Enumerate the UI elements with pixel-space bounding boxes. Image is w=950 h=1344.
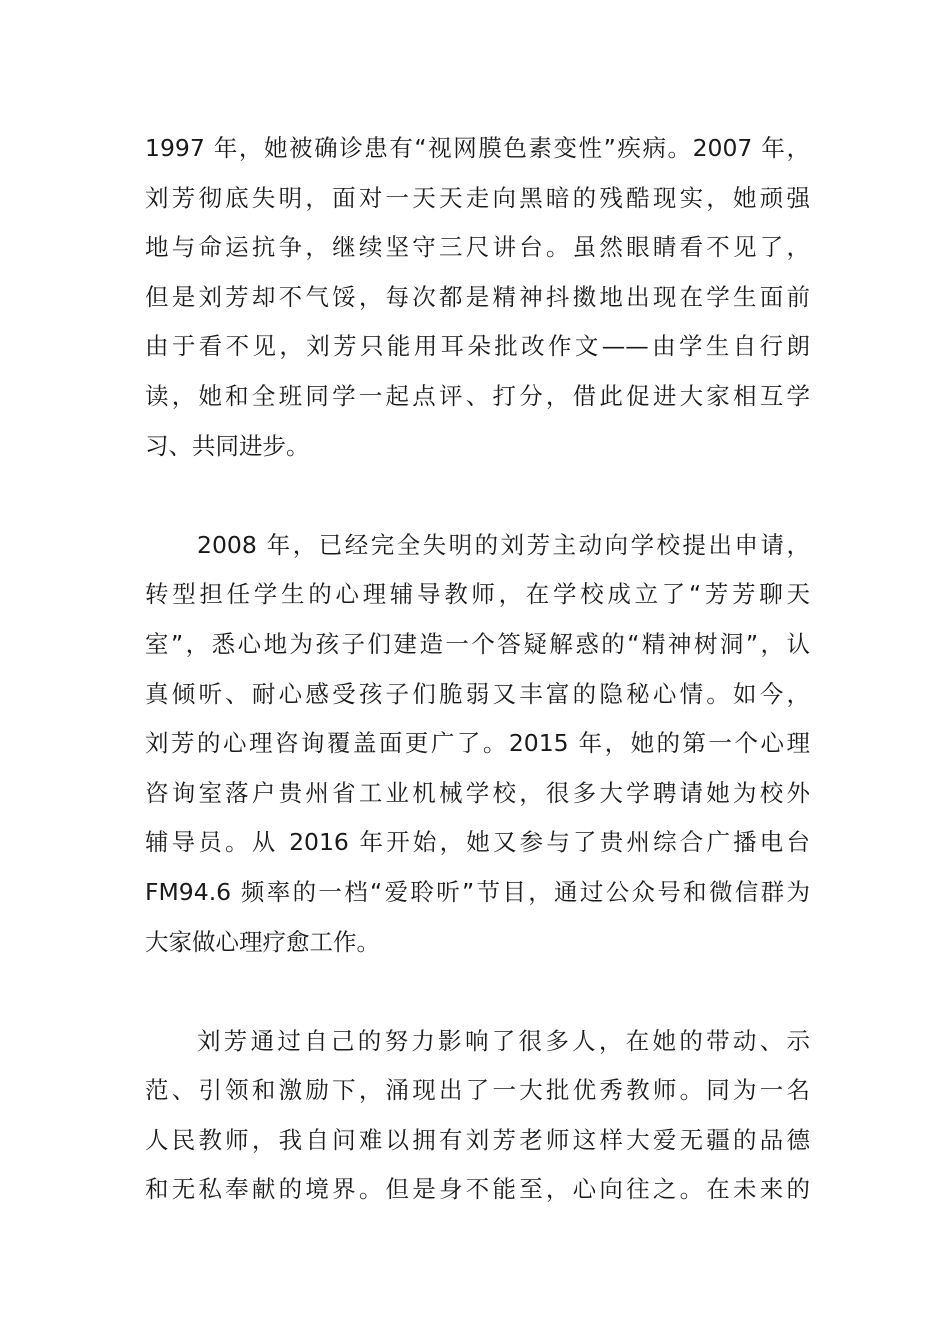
paragraph-gap [145, 471, 810, 521]
text-line: 真倾听、耐心感受孩子们脆弱又丰富的隐秘心情。如今， [145, 679, 810, 708]
paragraph-3 [145, 1017, 810, 1215]
text-line: 由于看不见，刘芳只能用耳朵批改作文——由学生自行朗 [145, 332, 810, 361]
paragraph-1 [145, 124, 810, 471]
text-line: 咨询室落户贵州省工业机械学校，很多大学聘请她为校外 [145, 778, 810, 807]
text-line: 转型担任学生的心理辅导教师，在学校成立了“芳芳聊天 [145, 580, 810, 609]
text-line: 刘芳的心理咨询覆盖面更广了。2015 年，她的第一个心理 [145, 729, 810, 758]
paragraph-gap [145, 967, 810, 1017]
text-line: 室”，悉心地为孩子们建造一个答疑解惑的“精神树洞”，认 [145, 629, 810, 658]
text-line: FM94.6 频率的一档“爱聆听”节目，通过公众号和微信群为 [145, 877, 810, 906]
text-line: 习、共同进步。 [145, 431, 310, 460]
text-line: 大家做心理疗愈工作。 [145, 927, 380, 956]
text-line: 和无私奉献的境界。但是身不能至，心向往之。在未来的 [145, 1175, 810, 1204]
text-line: 地与命运抗争，继续坚守三尺讲台。虽然眼睛看不见了， [145, 233, 810, 262]
paragraph-2 [145, 521, 810, 967]
text-line: 1997 年，她被确诊患有“视网膜色素变性”疾病。2007 年， [145, 134, 810, 162]
text-line: 刘芳通过自己的努力影响了很多人，在她的带动、示 [197, 1026, 810, 1055]
text-line: 人民教师，我自问难以拥有刘芳老师这样大爱无疆的品德 [145, 1125, 810, 1154]
text-line: 辅导员。从 2016 年开始，她又参与了贵州综合广播电台 [145, 828, 810, 857]
document-body [145, 124, 810, 1215]
text-line: 但是刘芳却不气馁，每次都是精神抖擞地出现在学生面前 [145, 282, 810, 311]
text-line: 2008 年，已经完全失明的刘芳主动向学校提出申请， [197, 530, 810, 559]
text-line: 刘芳彻底失明，面对一天天走向黑暗的残酷现实，她顽强 [145, 183, 810, 212]
text-line: 范、引领和激励下，涌现出了一大批优秀教师。同为一名 [145, 1076, 810, 1105]
text-line: 读，她和全班同学一起点评、打分，借此促进大家相互学 [145, 381, 810, 410]
